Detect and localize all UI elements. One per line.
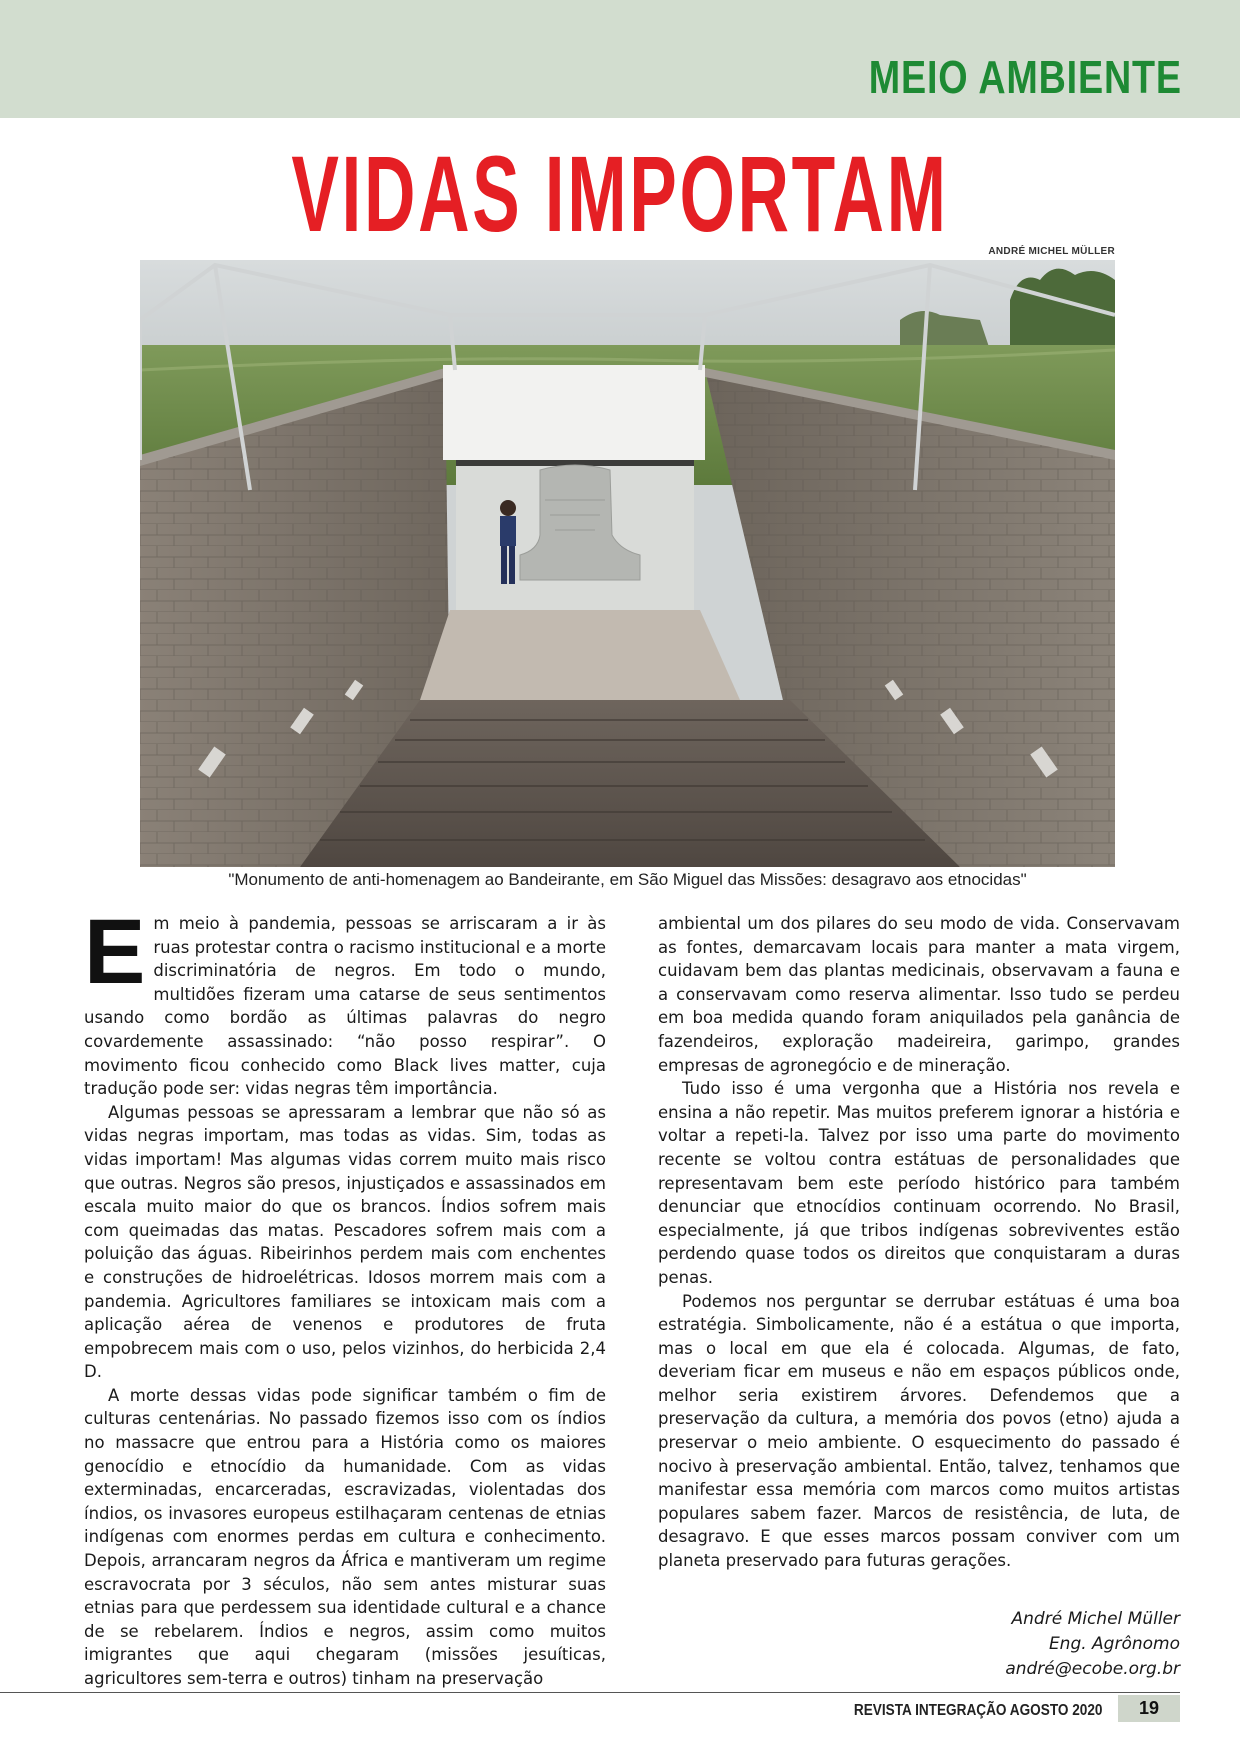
section-label: MEIO AMBIENTE — [868, 51, 1182, 103]
author-role: Eng. Agrônomo — [1048, 1633, 1180, 1654]
footer-rule — [0, 1692, 1180, 1693]
article-body — [84, 901, 1180, 1688]
article-paragraph: Algumas pessoas se apressaram a lembrar que não só as vidas negras importam, mas todas as vidas. Sim, todas as vidas importam! Mas algumas vidas correm muito mais risco que outras. Negros são presos, injustiçados e assassinados em escala muito maior do que os brancos. Índios sofrem mais com queimadas das matas. Pescadores sofrem mais com a poluição das águas. Ribeirinhos perdem mais com enchentes e construções de hidroelétricas. Idosos morrem mais com a pandemia. Agricultores familiares se intoxicam mais com a aplicação aérea de venenos e produtores de fruta empobrecem mais com o uso, pelos vizinhos, do herbicida 2,4 D. — [84, 1102, 606, 1382]
article-paragraph: ambiental um dos pilares do seu modo de vida. Conservavam as fontes, demarcavam locais para manter a mata virgem, cuidavam bem das plantas medicinais, observavam a fauna e a conservavam como reserva alimentar. Isso tudo se perdeu em boa medida quando foram aniquilados pela ganância de fazendeiros, exploração madeireira, garimpo, grandes empresas de agronegócio e de mineração. — [658, 914, 1180, 1075]
footer-publication: REVISTA INTEGRAÇÃO AGOSTO 2020 — [853, 1702, 1102, 1719]
monument-photo-illustration — [140, 260, 1115, 867]
photo-credit: ANDRÉ MICHEL MÜLLER — [988, 246, 1115, 257]
article-column-right — [658, 912, 1180, 1679]
drop-cap: E — [84, 901, 146, 1003]
author-signature — [658, 1607, 1180, 1682]
article-headline: VIDAS IMPORTAM — [291, 133, 949, 254]
article-paragraph — [84, 901, 606, 1101]
article-photo — [140, 260, 1115, 867]
article-paragraph: Tudo isso é uma vergonha que a História nos revela e ensina a não repetir. Mas muitos preferem ignorar a história e voltar a repeti-la. Talvez por isso uma parte do movimento recente se voltou contra estátuas de personalidades que representavam bem este período histórico para também denunciar que etnocídios continuam ocorrendo. No Brasil, especialmente, já que tribos indígenas sobreviventes estão perdendo quase todos os direitos que conquistaram a duras penas. — [658, 1079, 1180, 1287]
author-email: andré@ecobe.org.br — [1005, 1658, 1180, 1679]
photo-caption: "Monumento de anti-homenagem ao Bandeirante, em São Miguel das Missões: desagravo aos etnocidas" — [228, 870, 1027, 889]
author-name: André Michel Müller — [1011, 1608, 1180, 1629]
page-number: 19 — [1118, 1695, 1180, 1722]
article-column-left — [84, 901, 606, 1688]
paragraph-text: m meio à pandemia, pessoas se arriscaram a ir às ruas protestar contra o racismo institucional e a morte discriminatória de negros. Em todo o mundo, multidões fizeram uma catarse de seus sentimentos usando como bordão as últimas palavras do negro covardemente assassinado: “não posso respirar”. O movimento ficou conhecido como Black lives matter, cuja tradução pode ser: vidas negras têm importância. — [84, 914, 606, 1099]
article-paragraph: Podemos nos perguntar se derrubar estátuas é uma boa estratégia. Simbolicamente, não é a estátua o que importa, mas o local em que ela é colocada. Algumas, de fato, deveriam ficar em museus e não em espaços públicos onde, melhor seria existirem árvores. Defendemos que a preservação da cultura, a memória dos povos (etno) ajuda a preservar o meio ambiente. O esquecimento do passado é nocivo à preservação ambiental. Então, talvez, tenhamos que manifestar essa memória com marcos como muitos artistas populares sabem fazer. Marcos de resistência, de luta, de desagravo. E que esses marcos possam conviver com um planeta preservado para futuras gerações. — [658, 1291, 1180, 1571]
article-paragraph: A morte dessas vidas pode significar também o fim de culturas centenárias. No passado fizemos isso com os índios no massacre que entrou para a História como os maiores genocídio e etnocídio da humanidade. Com as vidas exterminadas, encarceradas, escravizadas, violentadas dos índios, os invasores europeus estilhaçaram centenas de etnias indígenas com enormes perdas em cultura e conhecimento. Depois, arrancaram negros da África e mantiveram um regime escravocrata por 3 séculos, não sem antes misturar suas etnias para que perdessem sua identidade cultural e a chance de se rebelarem. Índios e negros, assim como muitos imigrantes que aqui chegaram (missões jesuíticas, agricultores sem-terra e outros) tinham na preservação — [84, 1385, 606, 1688]
